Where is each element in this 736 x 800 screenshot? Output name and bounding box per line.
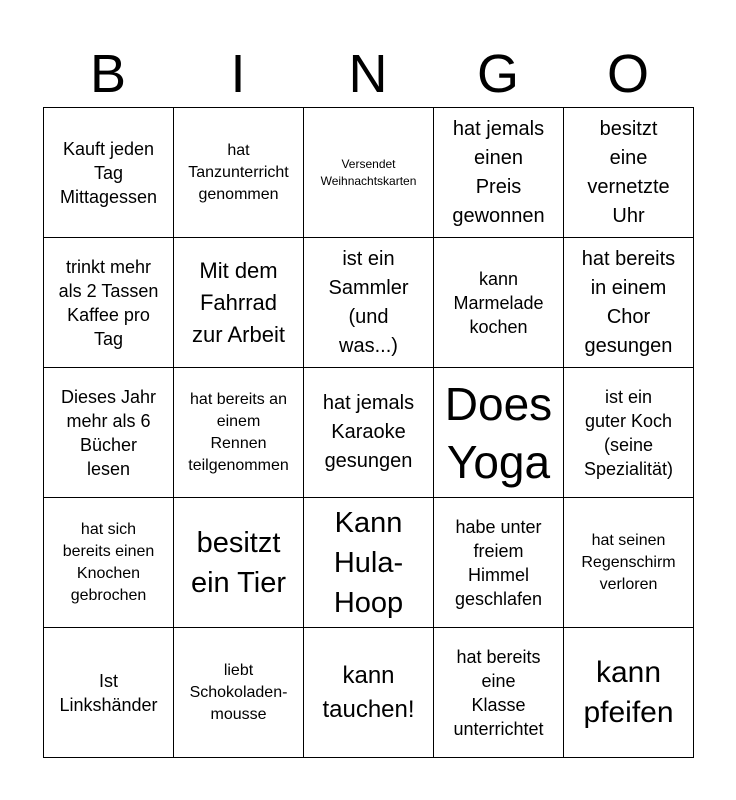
bingo-cell[interactable]: [304, 498, 434, 628]
bingo-board: [43, 107, 694, 758]
cell-text: kann tauchen!: [322, 661, 415, 723]
cell-text: Kauft jeden Tag Mittagessen: [59, 138, 158, 207]
cell-text: Does Yoga: [444, 377, 553, 488]
cell-text: liebt Schokoladen- mousse: [189, 661, 288, 723]
cell-text: Dieses Jahr mehr als 6 Bücher lesen: [60, 386, 157, 479]
bingo-cell[interactable]: [564, 628, 694, 758]
header-letter-n: N: [348, 44, 388, 104]
cell-text: ist ein guter Koch (seine Spezialität): [583, 386, 674, 479]
header-letter-o: O: [606, 44, 649, 104]
bingo-cell[interactable]: [434, 498, 564, 628]
bingo-cell[interactable]: [174, 238, 304, 368]
cell-text: kann Marmelade kochen: [453, 268, 544, 337]
bingo-cell[interactable]: [304, 368, 434, 498]
cell-text: hat seinen Regenschirm verloren: [581, 531, 676, 593]
cell-text: trinkt mehr als 2 Tassen Kaffee pro Tag: [58, 256, 159, 349]
bingo-cell[interactable]: [304, 108, 434, 238]
cell-text: Mit dem Fahrrad zur Arbeit: [192, 257, 285, 347]
bingo-cell[interactable]: [434, 368, 564, 498]
bingo-cell[interactable]: [564, 498, 694, 628]
cell-text: kann pfeifen: [583, 655, 674, 729]
cell-text: besitzt ein Tier: [190, 526, 287, 599]
cell-text: Kann Hula- Hoop: [333, 506, 404, 619]
bingo-cell[interactable]: [564, 108, 694, 238]
cell-text: habe unter freiem Himmel geschlafen: [454, 516, 543, 609]
header-letter-b: B: [89, 44, 127, 104]
bingo-cell[interactable]: [174, 498, 304, 628]
bingo-cell[interactable]: [304, 238, 434, 368]
header-letter-i: I: [230, 44, 246, 104]
bingo-cell[interactable]: [564, 368, 694, 498]
bingo-cell[interactable]: [434, 108, 564, 238]
cell-text: hat bereits an einem Rennen teilgenommen: [188, 390, 289, 474]
cell-text: hat bereits eine Klasse unterrichtet: [453, 646, 544, 739]
bingo-header: [43, 40, 693, 108]
bingo-cell[interactable]: [44, 238, 174, 368]
cell-text: hat jemals Karaoke gesungen: [322, 392, 415, 472]
cell-text: besitzt eine vernetzte Uhr: [587, 117, 670, 227]
cell-text: Versendet Weihnachtskarten: [320, 156, 417, 188]
bingo-cell[interactable]: [304, 628, 434, 758]
bingo-cell[interactable]: [174, 628, 304, 758]
bingo-cell[interactable]: [174, 368, 304, 498]
bingo-cell[interactable]: [564, 238, 694, 368]
bingo-cell[interactable]: [44, 628, 174, 758]
cell-text: hat bereits in einem Chor gesungen: [581, 247, 676, 357]
cell-text: Ist Linkshänder: [59, 670, 158, 715]
bingo-cell[interactable]: [44, 368, 174, 498]
bingo-cell[interactable]: [44, 108, 174, 238]
cell-text: hat jemals einen Preis gewonnen: [452, 117, 545, 227]
cell-text: hat Tanzunterricht genommen: [188, 141, 289, 203]
bingo-cell[interactable]: [434, 628, 564, 758]
header-letter-g: G: [476, 44, 519, 104]
cell-text: hat sich bereits einen Knochen gebrochen: [62, 520, 155, 604]
bingo-cell[interactable]: [174, 108, 304, 238]
cell-text: ist ein Sammler (und was...): [328, 247, 409, 357]
bingo-cell[interactable]: [434, 238, 564, 368]
bingo-cell[interactable]: [44, 498, 174, 628]
